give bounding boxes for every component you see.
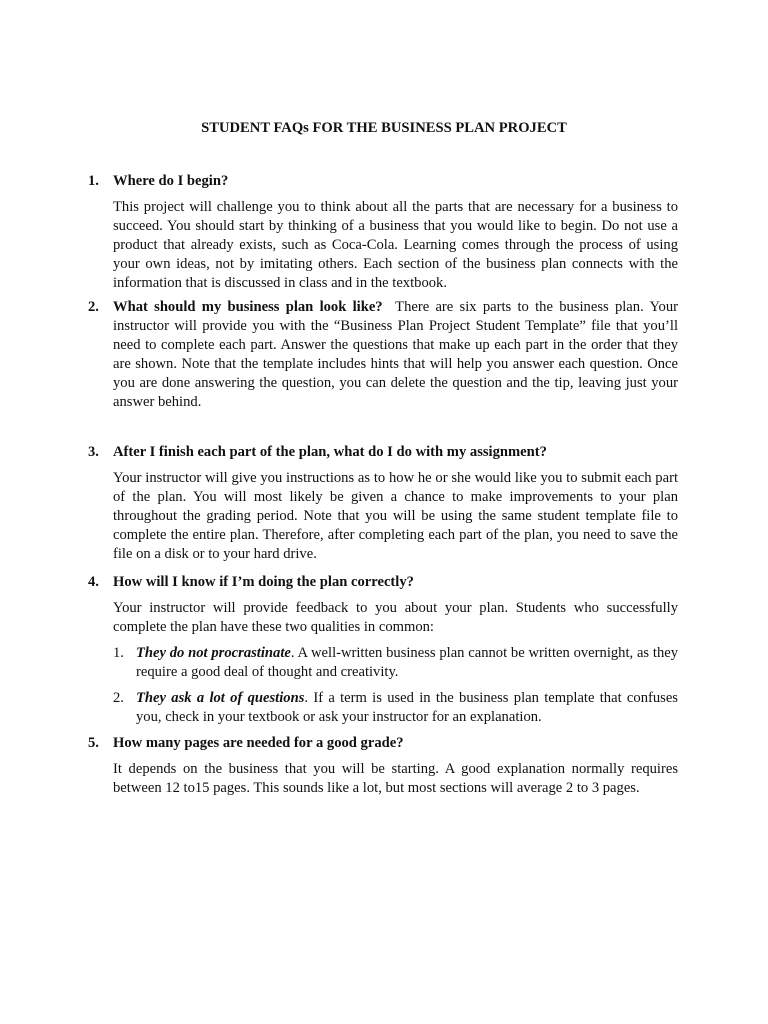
faq-4-answer: Your instructor will provide feedback to you about your plan. Students who successfully complete the plan have these two qualities in common: — [113, 600, 678, 635]
faq-2-question: What should my business plan look like? — [113, 299, 383, 315]
faq-1-question: Where do I begin? — [113, 173, 229, 189]
faq-2-number: 2. — [88, 299, 99, 315]
faq-5-number: 5. — [88, 735, 99, 751]
faq-2-block — [113, 298, 678, 412]
faq-3-answer: Your instructor will give you instructions as to how he or she would like you to submit each part of the plan. You will most likely be given a chance to make improvements to your plan throughout the grading period. Note that you will be using the same student template file to complete the entire plan. Therefore, after completing each part of the plan, you need to save the file on a disk or to your hard drive. — [113, 470, 678, 562]
faq-3-number: 3. — [88, 444, 99, 460]
faq-4-subitem-1 — [136, 644, 678, 682]
faq-3-question: After I finish each part of the plan, what do I do with my assignment? — [113, 444, 547, 460]
faq-2-answer: There are six parts to the business plan. Your instructor will provide you with the “Business Plan Project Student Template” file that you’ll need to complete each part. Answer the questions that make up each part in the order that they are shown. Note that the template includes hints that will help you answer each question. Once you are done answering the question, you can delete the question and the tip, leaving just your answer behind. — [113, 299, 678, 410]
faq-4-question: How will I know if I’m doing the plan correctly? — [113, 574, 414, 590]
faq-4-subitem-1-lead: They do not procrastinate — [136, 645, 291, 661]
faq-4-number: 4. — [88, 574, 99, 590]
faq-4-subitem-2-number: 2. — [113, 690, 124, 706]
faq-4-subitem-1-text: . A well-written business plan cannot be written overnight, as they require a good deal of thought and creativity. — [136, 645, 679, 680]
faq-4-subitem-1-number: 1. — [113, 645, 124, 661]
faq-4-subitem-2-text: . If a term is used in the business plan template that confuses you, check in your textbook or ask your instructor for an explanation. — [136, 690, 678, 725]
page-title: STUDENT FAQs FOR THE BUSINESS PLAN PROJECT — [201, 120, 567, 136]
faq-5-answer: It depends on the business that you will be starting. A good explanation normally requires between 12 to15 pages. This sounds like a lot, but most sections will average 2 to 3 pages. — [113, 761, 678, 796]
faq-4-subitem-2 — [136, 689, 678, 727]
faq-1-answer: This project will challenge you to think about all the parts that are necessary for a business to succeed. You should start by thinking of a business that you would like to begin. Do not use a product that already exists, such as Coca-Cola. Learning comes through the process of using your own ideas, not by imitating others. Each section of the business plan connects with the information that is discussed in class and in the textbook. — [113, 199, 678, 291]
faq-5-question: How many pages are needed for a good grade? — [113, 735, 404, 751]
faq-4-subitem-2-lead: They ask a lot of questions — [136, 690, 305, 706]
faq-1-number: 1. — [88, 173, 99, 189]
